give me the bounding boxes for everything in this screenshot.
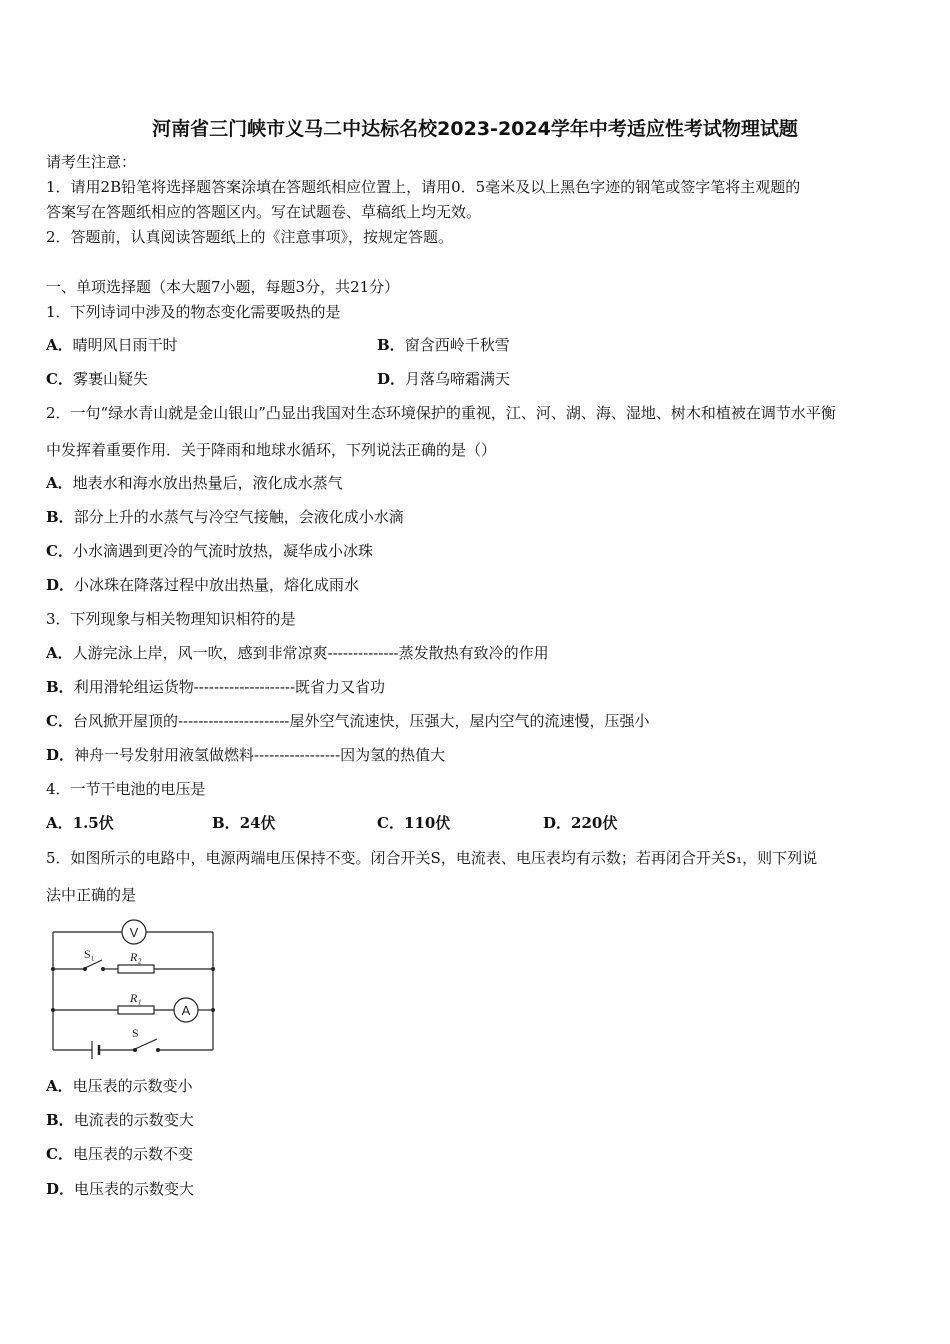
circuit-diagram [40, 916, 225, 1061]
option-letter: C． [46, 370, 73, 388]
option-letter: D． [46, 576, 75, 594]
notice-item-1-line-2: 答案写在答题纸相应的答题区内。写在试题卷、草稿纸上均无效。 [46, 203, 482, 221]
option-letter: A． [46, 1077, 73, 1095]
notice-item-2: 2．答题前，认真阅读答题纸上的《注意事项》，按规定答题。 [46, 228, 454, 246]
switch-s-contact [156, 1048, 160, 1052]
option-text: 1.5伏 [72, 814, 114, 832]
option-text: 人游完泳上岸，风一吹，感到非常凉爽--------------蒸发散热有致冷的作用 [72, 644, 549, 662]
question-2-option-d[interactable] [46, 575, 359, 595]
option-letter: C． [46, 1145, 73, 1163]
option-letter: B． [46, 678, 74, 696]
ammeter-label: A [181, 1003, 191, 1018]
junction-dot [51, 967, 55, 971]
option-text: 部分上升的水蒸气与冷空气接触，会液化成小水滴 [73, 508, 404, 526]
switch-s1-contact [101, 967, 105, 971]
question-4-stem: 4．一节干电池的电压是 [46, 780, 206, 798]
option-letter: C． [46, 542, 73, 560]
option-text: 窗含西岭千秋雪 [404, 336, 510, 354]
option-text: 利用滑轮组运货物--------------------既省力又省功 [73, 678, 386, 696]
question-5-stem-line-2: 法中正确的是 [46, 886, 137, 904]
question-5-option-d[interactable] [46, 1179, 194, 1199]
question-1-option-a[interactable] [46, 335, 178, 355]
option-letter: A． [46, 336, 73, 354]
option-letter: A． [46, 474, 73, 492]
option-letter: B． [46, 1111, 74, 1129]
option-letter: D． [377, 370, 406, 388]
question-5-option-a[interactable] [46, 1076, 193, 1096]
question-1-stem: 1．下列诗词中涉及的物态变化需要吸热的是 [46, 303, 341, 321]
question-4-option-d[interactable] [543, 813, 617, 833]
voltmeter-label: V [129, 925, 139, 940]
option-text: 神舟一号发射用液氢做燃料-----------------因为氢的热值大 [74, 746, 446, 764]
page-title: 河南省三门峡市义马二中达标名校2023-2024学年中考适应性考试物理试题 [152, 118, 798, 140]
question-5-stem-line-1: 5．如图所示的电路中，电源两端电压保持不变。闭合开关S，电流表、电压表均有示数；若再闭合开关S₁，则下列说 [46, 849, 818, 867]
option-letter: D． [543, 814, 572, 832]
option-letter: B． [212, 814, 240, 832]
question-3-option-a[interactable] [46, 643, 549, 663]
question-3-option-c[interactable] [46, 711, 649, 731]
question-4-option-b[interactable] [212, 813, 276, 833]
option-letter: B． [46, 508, 74, 526]
option-text: 小冰珠在降落过程中放出热量，熔化成雨水 [74, 576, 360, 594]
option-letter: B． [377, 336, 405, 354]
question-5-option-b[interactable] [46, 1110, 194, 1130]
option-text: 晴明风日雨干时 [72, 336, 178, 354]
question-1-option-b[interactable] [377, 335, 510, 355]
question-2-stem-line-1: 2．一句“绿水青山就是金山银山”凸显出我国对生态环境保护的重视，江、河、湖、海、湿地、树木和植被在调节水平衡 [46, 404, 836, 422]
switch-s-label: S [132, 1026, 139, 1040]
junction-dot [211, 967, 215, 971]
question-4-option-c[interactable] [377, 813, 450, 833]
option-letter: D． [46, 1180, 75, 1198]
resistor-r1 [118, 1006, 154, 1014]
option-text: 雾裹山疑失 [72, 370, 148, 388]
option-text: 地表水和海水放出热量后，液化成水蒸气 [72, 474, 343, 492]
option-text: 台风掀开屋顶的----------------------屋外空气流速快，压强大，屋内空气的流速慢，压强小 [72, 712, 650, 730]
switch-s1-pivot [83, 967, 87, 971]
resistor-r1-label: R₁ [130, 991, 142, 1005]
notice-item-1-line-1: 1．请用2B铅笔将选择题答案涂填在答题纸相应位置上，请用0．5毫米及以上黑色字迹的钢笔或签字笔将主观题的 [46, 178, 801, 196]
option-letter: C． [377, 814, 404, 832]
option-text: 电流表的示数变大 [73, 1111, 194, 1129]
option-letter: D． [46, 746, 75, 764]
option-text: 电压表的示数变大 [74, 1180, 195, 1198]
question-3-option-b[interactable] [46, 677, 385, 697]
option-letter: A． [46, 814, 73, 832]
option-letter: C． [46, 712, 73, 730]
option-text: 110伏 [403, 814, 451, 832]
option-text: 电压表的示数变小 [72, 1077, 193, 1095]
question-2-stem-line-2: 中发挥着重要作用．关于降雨和地球水循环，下列说法正确的是（） [46, 441, 497, 459]
question-1-option-d[interactable] [377, 369, 510, 389]
switch-s-pivot [133, 1048, 137, 1052]
question-4-option-a[interactable] [46, 813, 114, 833]
question-1-option-c[interactable] [46, 369, 148, 389]
question-2-option-c[interactable] [46, 541, 373, 561]
question-5-option-c[interactable] [46, 1144, 193, 1164]
junction-dot [51, 1008, 55, 1012]
section-heading: 一、单项选择题（本大题7小题，每题3分，共21分） [46, 278, 400, 296]
resistor-r2 [118, 965, 154, 973]
switch-s1-label: S₁ [84, 947, 95, 961]
question-2-option-a[interactable] [46, 473, 343, 493]
question-3-option-d[interactable] [46, 745, 445, 765]
option-text: 220伏 [571, 814, 618, 832]
option-text: 24伏 [239, 814, 276, 832]
junction-dot [211, 1008, 215, 1012]
option-text: 电压表的示数不变 [72, 1145, 193, 1163]
option-text: 小水滴遇到更冷的气流时放热，凝华成小冰珠 [72, 542, 373, 560]
question-3-stem: 3．下列现象与相关物理知识相符的是 [46, 610, 296, 628]
question-2-option-b[interactable] [46, 507, 404, 527]
notice-heading: 请考生注意： [46, 153, 137, 171]
option-letter: A． [46, 644, 73, 662]
option-text: 月落乌啼霜满天 [405, 370, 511, 388]
resistor-r2-label: R₂ [130, 950, 142, 964]
